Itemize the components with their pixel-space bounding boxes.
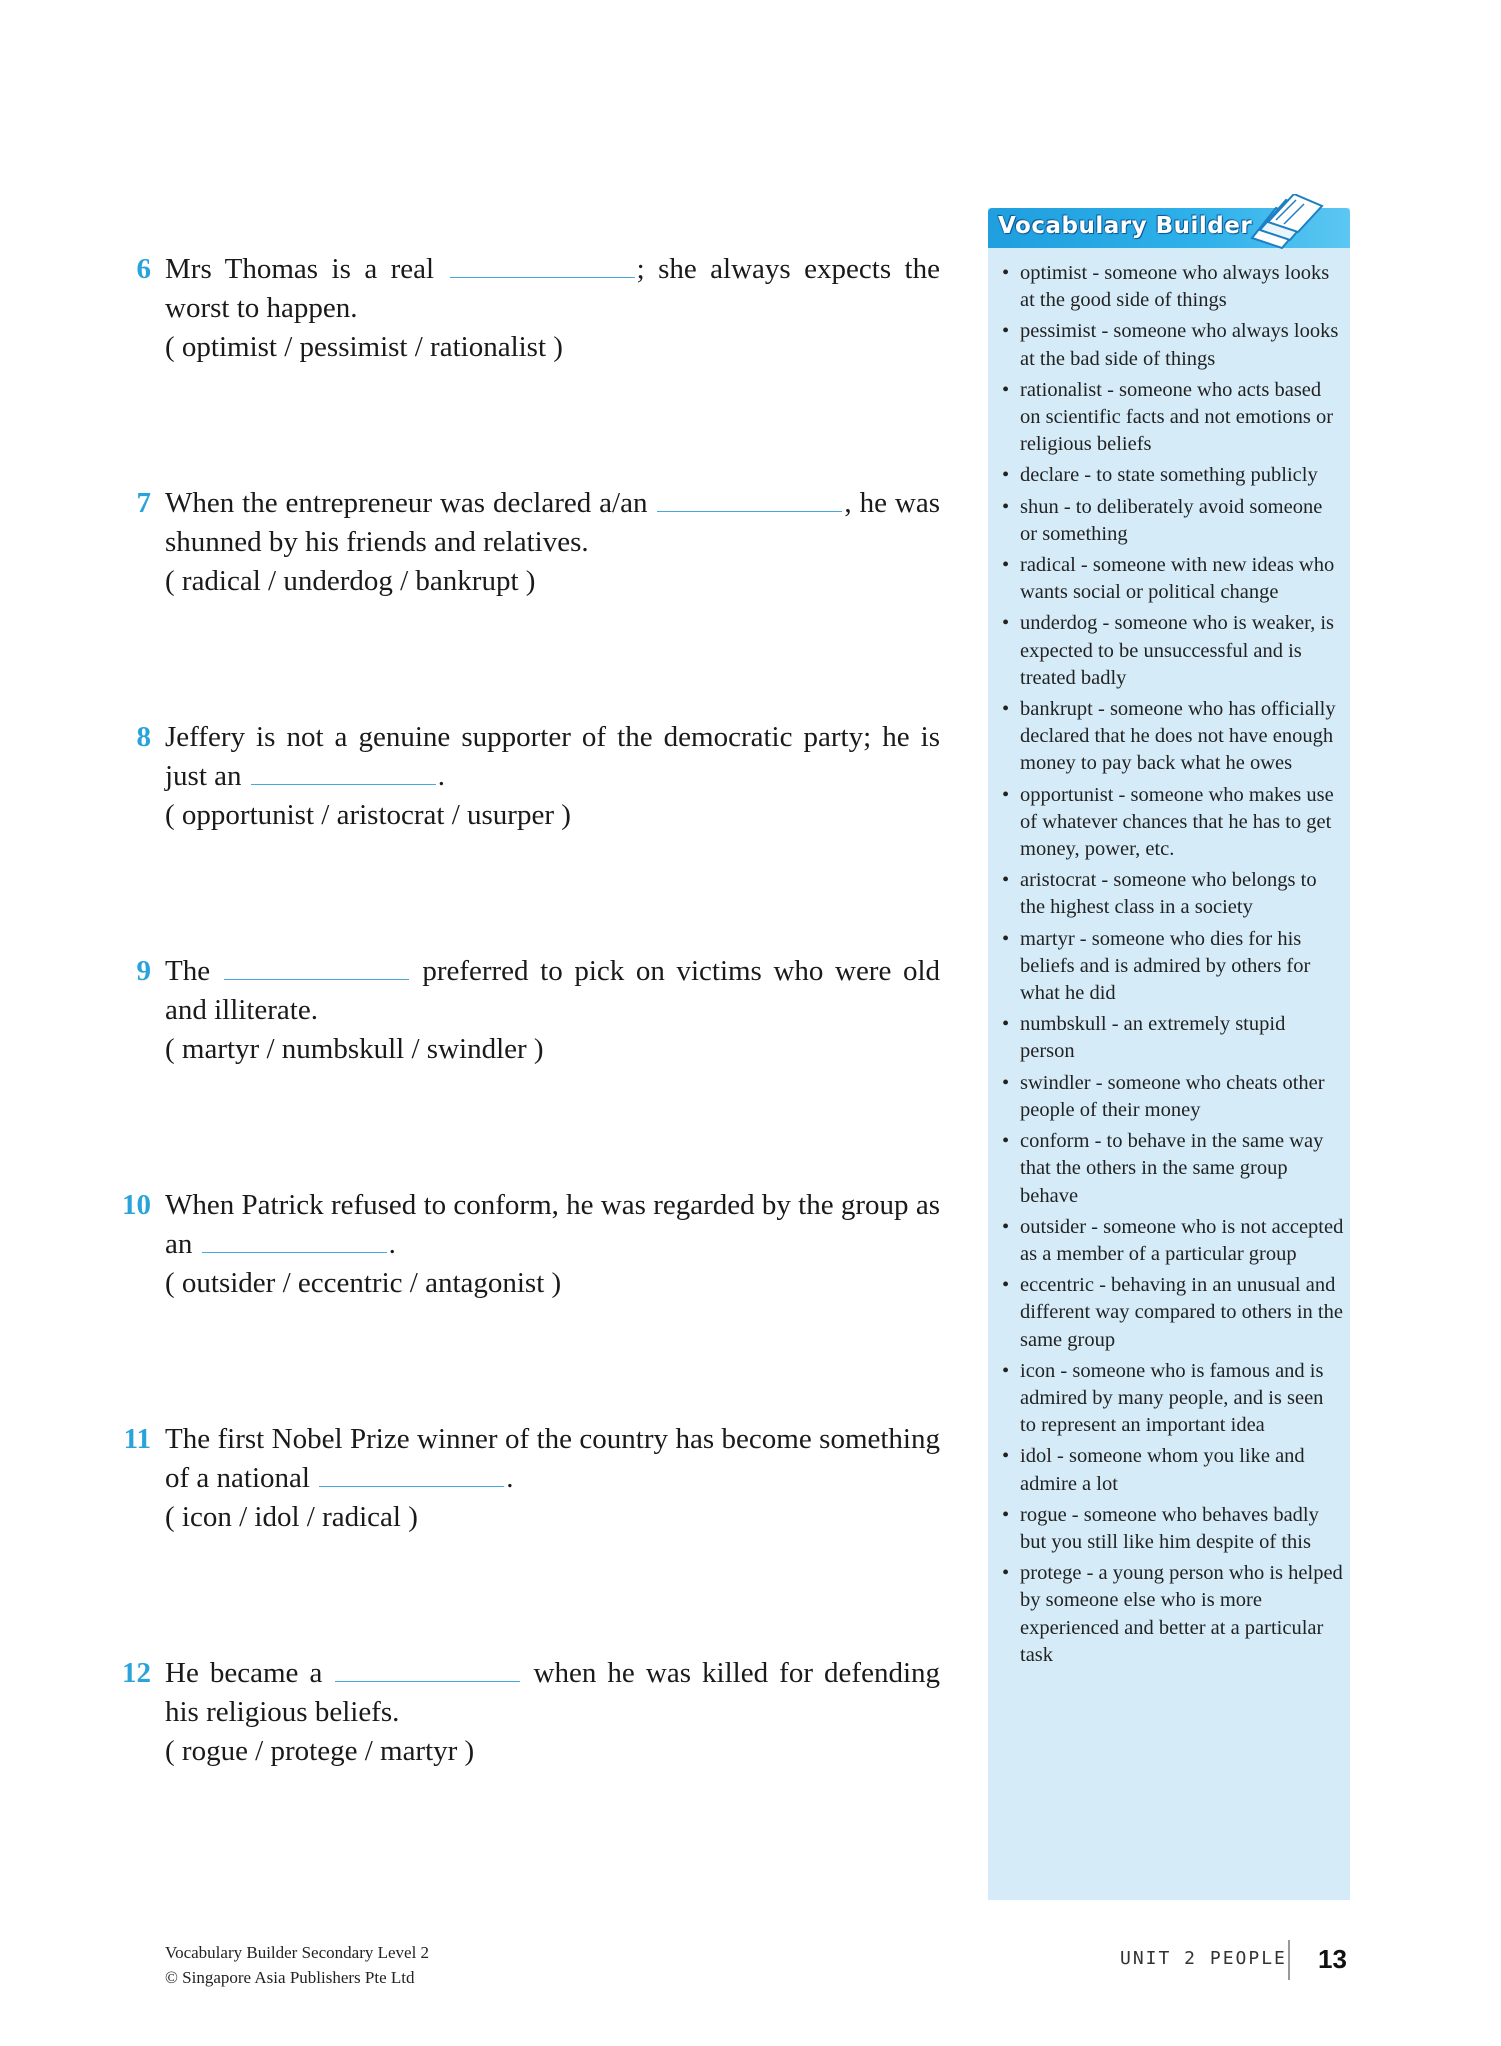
vocab-entry: • idol - someone whom you like and admire a lot [1000, 1443, 1344, 1497]
vocab-entry: • radical - someone with new ideas who wants social or political change [1000, 552, 1344, 606]
vocabulary-builder-title: Vocabulary Builder [998, 213, 1253, 239]
answer-blank[interactable] [251, 760, 436, 785]
book-icon [1246, 194, 1324, 250]
vocab-entry: • outsider - someone who is not accepted as a member of a particular group [1000, 1214, 1344, 1268]
vocab-entry: • conform - to behave in the same way that the others in the same group behave [1000, 1128, 1344, 1210]
question-text: When Patrick refused to conform, he was regarded by the group as an . [165, 1189, 940, 1260]
vocab-entry: • swindler - someone who cheats other people of their money [1000, 1070, 1344, 1124]
question-9 [136, 952, 941, 1069]
question-6 [136, 250, 940, 367]
vocab-entry: • rogue - someone who behaves badly but you still like him despite of this [1000, 1502, 1344, 1556]
question-10 [122, 1186, 940, 1303]
vocabulary-builder-header [988, 208, 1350, 248]
vocab-entry: • aristocrat - someone who belongs to the highest class in a society [1000, 867, 1344, 921]
vocab-entry: • martyr - someone who dies for his beliefs and is admired by others for what he did [1000, 926, 1344, 1008]
answer-blank[interactable] [450, 253, 635, 278]
question-12 [122, 1654, 941, 1771]
vocab-entry: • icon - someone who is famous and is admired by many people, and is seen to represent an important idea [1000, 1358, 1344, 1440]
question-8 [136, 718, 940, 835]
answer-options: ( optimist / pessimist / rationalist ) [165, 331, 563, 363]
answer-options: ( martyr / numbskull / swindler ) [165, 1033, 544, 1065]
page-number: 13 [1318, 1944, 1347, 1974]
question-text: He became a when he was killed for defending his religious beliefs. [165, 1657, 941, 1728]
answer-blank[interactable] [319, 1462, 504, 1487]
answer-options: ( icon / idol / radical ) [165, 1501, 418, 1533]
footer-unit-label: UNIT 2 PEOPLE [1120, 1948, 1287, 1969]
answer-blank[interactable] [224, 955, 409, 980]
vocabulary-list [1000, 260, 1344, 1673]
vocab-entry: • optimist - someone who always looks at the good side of things [1000, 260, 1344, 314]
question-number: 9 [136, 955, 151, 987]
vocab-entry: • shun - to deliberately avoid someone or something [1000, 494, 1344, 548]
answer-blank[interactable] [202, 1228, 387, 1253]
answer-options: ( outsider / eccentric / antagonist ) [165, 1267, 562, 1299]
question-number: 11 [123, 1423, 151, 1455]
question-text: The preferred to pick on victims who were old and illiterate. [165, 955, 941, 1026]
vocab-entry: • rationalist - someone who acts based on scientific facts and not emotions or religious beliefs [1000, 377, 1344, 459]
footer-publisher [165, 1940, 429, 1990]
question-number: 6 [136, 253, 151, 285]
vocab-entry: • underdog - someone who is weaker, is expected to be unsuccessful and is treated badly [1000, 610, 1344, 692]
footer-copyright: © Singapore Asia Publishers Pte Ltd [165, 1968, 415, 1987]
footer-book-title: Vocabulary Builder Secondary Level 2 [165, 1943, 430, 1962]
answer-options: ( opportunist / aristocrat / usurper ) [165, 799, 571, 831]
vocab-entry: • declare - to state something publicly [1000, 462, 1344, 489]
question-text: Jeffery is not a genuine supporter of the democratic party; he is just an . [165, 721, 940, 792]
vocabulary-builder-panel [988, 208, 1350, 1900]
question-text: Mrs Thomas is a real ; she always expects the worst to happen. [165, 253, 940, 324]
answer-blank[interactable] [657, 487, 842, 512]
vocab-entry: • protege - a young person who is helped by someone else who is more experienced and better at a particular task [1000, 1560, 1344, 1669]
vocab-entry: • bankrupt - someone who has officially declared that he does not have enough money to pay back what he owes [1000, 696, 1344, 778]
vocab-entry: • numbskull - an extremely stupid person [1000, 1011, 1344, 1065]
question-number: 12 [122, 1657, 151, 1689]
answer-options: ( rogue / protege / martyr ) [165, 1735, 475, 1767]
vocab-entry: • pessimist - someone who always looks at the bad side of things [1000, 318, 1344, 372]
vocab-entry: • opportunist - someone who makes use of whatever chances that he has to get money, power, etc. [1000, 782, 1344, 864]
footer-divider [1288, 1940, 1290, 1980]
question-text: When the entrepreneur was declared a/an , he was shunned by his friends and relatives. [165, 487, 940, 558]
vocab-entry: • eccentric - behaving in an unusual and different way compared to others in the same group [1000, 1272, 1344, 1354]
question-text: The first Nobel Prize winner of the country has become something of a national . [165, 1423, 940, 1494]
question-7 [136, 484, 940, 601]
question-number: 8 [136, 721, 151, 753]
answer-options: ( radical / underdog / bankrupt ) [165, 565, 536, 597]
question-number: 7 [136, 487, 151, 519]
question-11 [123, 1420, 940, 1537]
question-number: 10 [122, 1189, 151, 1221]
answer-blank[interactable] [335, 1657, 520, 1682]
